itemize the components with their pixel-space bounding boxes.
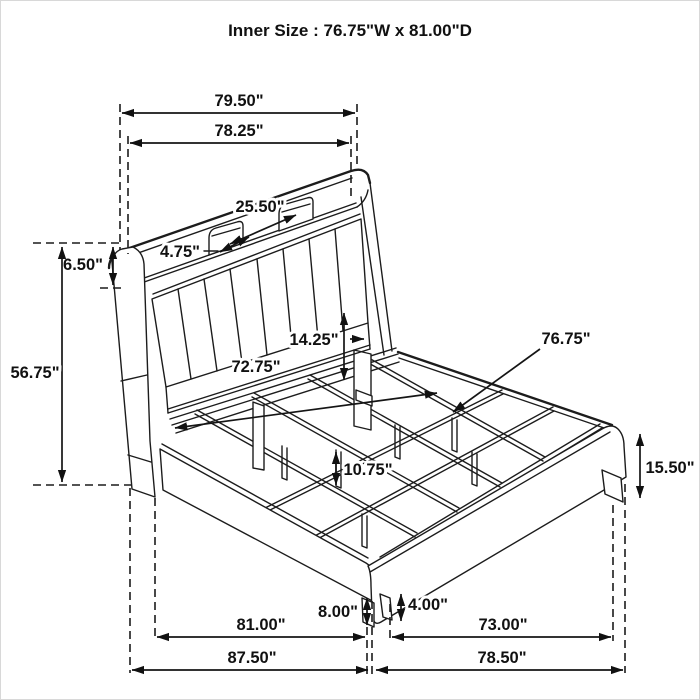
headboard	[109, 170, 392, 497]
dim-center-leg-height-label: 10.75"	[343, 461, 393, 479]
dim-overall-depth-left	[132, 649, 368, 670]
dim-overall-depth-left-label: 87.50"	[227, 649, 277, 667]
dim-middle-shelf-width-label: 25.50"	[235, 198, 285, 216]
dim-footboard-leg-height-label: 4.00"	[408, 596, 448, 614]
dim-headboard-height-label: 56.75"	[10, 364, 60, 382]
dim-panel-width-label: 78.25"	[214, 122, 264, 140]
dim-footboard-height-label: 15.50"	[645, 459, 695, 477]
dim-inner-depth-right	[392, 616, 611, 637]
diagram-title: Inner Size : 76.75"W x 81.00"D	[228, 21, 472, 40]
dim-inner-width-label: 76.75"	[541, 330, 591, 348]
dim-front-leg-height	[318, 598, 367, 625]
dim-overall-width	[122, 92, 355, 113]
dim-inner-depth-left-label: 81.00"	[236, 616, 286, 634]
dim-center-leg-height	[336, 452, 393, 485]
bed-drawing	[109, 170, 626, 627]
dim-overall-depth-right	[376, 649, 623, 670]
headboard-left-post	[112, 247, 155, 497]
headboard-center-leg	[253, 402, 264, 470]
dim-headboard-clearance-label: 14.25"	[289, 331, 339, 349]
far-side-rail	[398, 352, 613, 431]
dim-shelf-depth-label: 4.75"	[160, 243, 200, 261]
extension-lines	[33, 104, 625, 674]
dim-slat-length-label: 72.75"	[231, 358, 281, 376]
dim-front-leg-height-label: 8.00"	[318, 603, 358, 621]
dim-overall-width-label: 79.50"	[214, 92, 264, 110]
headboard-right-post	[361, 183, 392, 355]
dim-shelf-side-height	[63, 247, 113, 285]
dim-shelf-side-height-label: 6.50"	[63, 256, 103, 274]
dim-footboard-height	[640, 434, 695, 498]
dim-panel-width	[130, 122, 349, 143]
dim-overall-depth-right-label: 78.50"	[477, 649, 527, 667]
dim-headboard-height	[10, 247, 62, 482]
dim-inner-depth-right-label: 73.00"	[478, 616, 528, 634]
dim-footboard-leg-height	[401, 594, 448, 621]
